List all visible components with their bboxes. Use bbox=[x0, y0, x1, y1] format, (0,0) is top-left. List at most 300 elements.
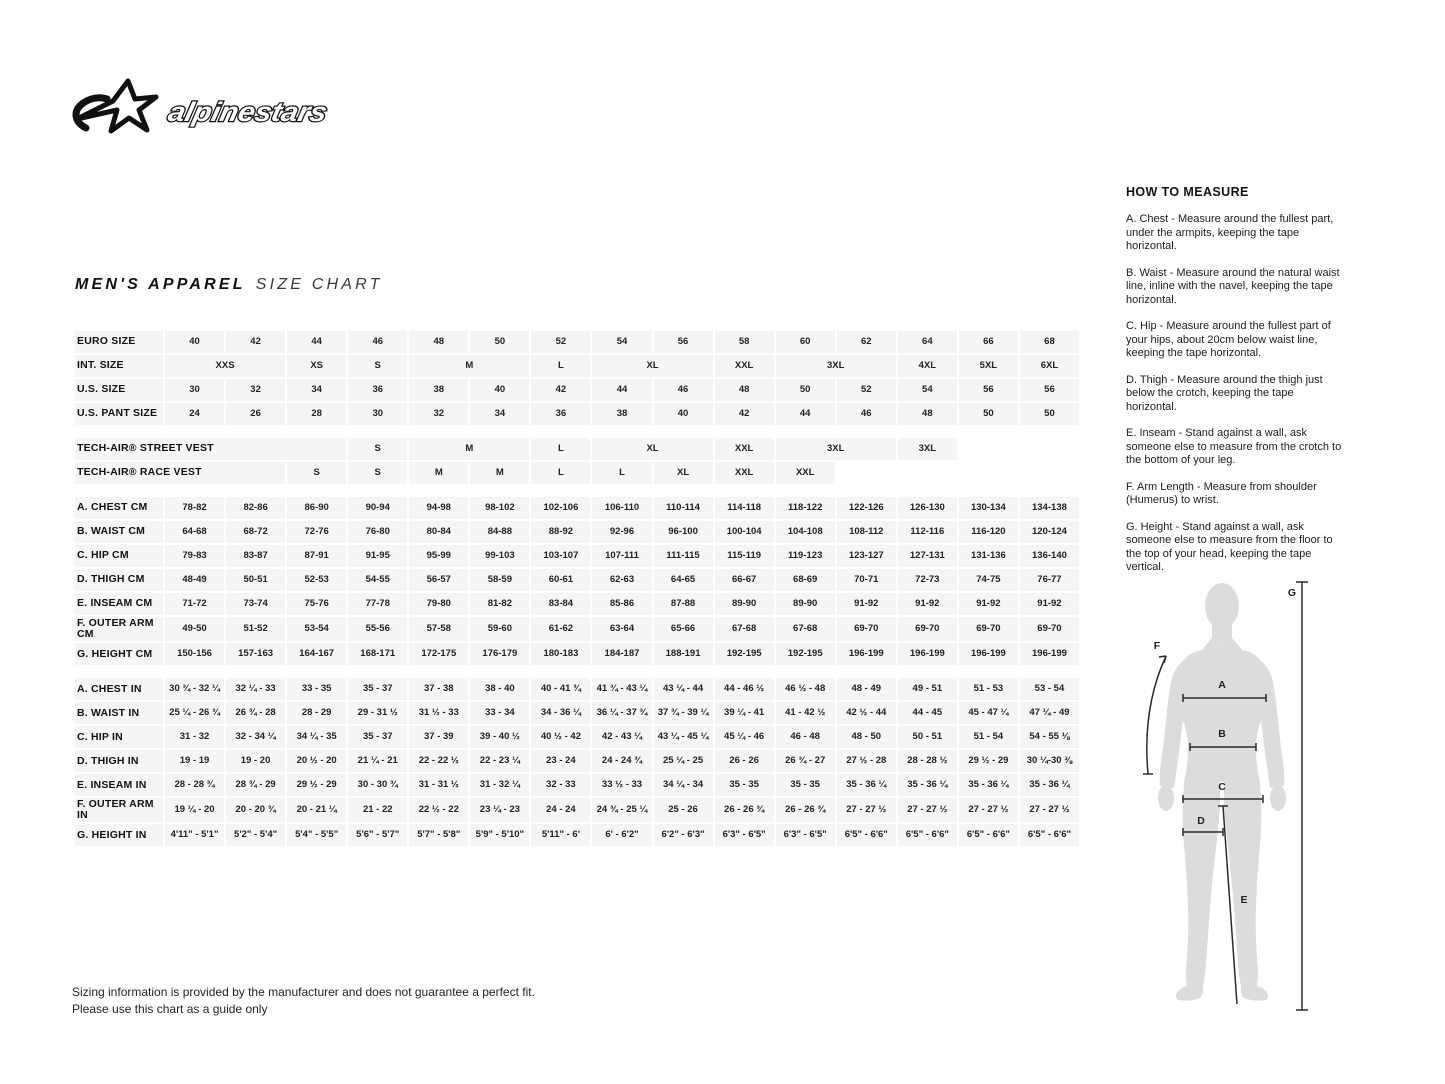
size-cell: 19 - 19 bbox=[165, 750, 224, 772]
page-title-main: MEN'S APPAREL bbox=[75, 276, 246, 293]
size-cell: 27 - 27 ½ bbox=[959, 798, 1018, 822]
size-cell: 6' - 6'2" bbox=[592, 824, 651, 846]
size-cell: 150-156 bbox=[165, 643, 224, 665]
size-cell: XXL bbox=[715, 462, 774, 484]
table-group-inches bbox=[75, 678, 1079, 846]
size-cell: 62-63 bbox=[592, 569, 651, 591]
size-cell: 50 bbox=[959, 403, 1018, 425]
size-cell: 68-72 bbox=[226, 521, 285, 543]
size-cell: 134-138 bbox=[1020, 497, 1079, 519]
table-row bbox=[75, 438, 1079, 460]
size-cell: 35 - 36 ¼ bbox=[837, 774, 896, 796]
size-cell: 56-57 bbox=[409, 569, 468, 591]
page-title-sub: SIZE CHART bbox=[255, 276, 383, 293]
size-cell: 54 - 55 ⅛ bbox=[1020, 726, 1079, 748]
measure-instruction: A. Chest - Measure around the fullest part, under the armpits, keeping the tape horizontal. bbox=[1126, 213, 1334, 253]
size-cell: 78-82 bbox=[165, 497, 224, 519]
size-cell: 28 bbox=[287, 403, 346, 425]
measure-instruction: B. Waist - Measure around the natural waist line, inline with the navel, keeping the tape horizontal. bbox=[1126, 266, 1340, 306]
label-a: A bbox=[1218, 679, 1226, 691]
how-to-measure-list bbox=[1126, 213, 1342, 575]
size-cell: 87-88 bbox=[654, 593, 713, 615]
alpinestars-logo bbox=[72, 78, 332, 140]
size-cell: XXL bbox=[715, 355, 774, 377]
size-cell: 32 - 33 bbox=[531, 774, 590, 796]
size-cell: 44 - 46 ½ bbox=[715, 678, 774, 700]
size-cell: 66-67 bbox=[715, 569, 774, 591]
size-cell: 112-116 bbox=[898, 521, 957, 543]
table-row bbox=[75, 726, 1079, 748]
size-cell: 26 - 26 ¾ bbox=[776, 798, 835, 822]
size-cell: 48 bbox=[898, 403, 957, 425]
size-cell: 32 ¼ - 33 bbox=[226, 678, 285, 700]
size-cell: 73-74 bbox=[226, 593, 285, 615]
size-cell: 99-103 bbox=[470, 545, 529, 567]
size-cell: 32 - 34 ¼ bbox=[226, 726, 285, 748]
row-label: G. HEIGHT CM bbox=[75, 643, 163, 665]
size-cell: 54-55 bbox=[348, 569, 407, 591]
label-f: F bbox=[1153, 640, 1161, 652]
size-cell: 6'2" - 6'3" bbox=[654, 824, 713, 846]
size-cell: 26 ¾ - 28 bbox=[226, 702, 285, 724]
size-cell: 111-115 bbox=[654, 545, 713, 567]
size-cell: 51 - 54 bbox=[959, 726, 1018, 748]
size-cell: 26 ¾ - 27 bbox=[776, 750, 835, 772]
size-cell: 58 bbox=[715, 331, 774, 353]
size-cell: 20 ½ - 20 bbox=[287, 750, 346, 772]
size-cell: 32 bbox=[226, 379, 285, 401]
size-cell: 53 - 54 bbox=[1020, 678, 1079, 700]
size-cell: 38 bbox=[592, 403, 651, 425]
size-cell: 37 - 39 bbox=[409, 726, 468, 748]
size-cell: 76-80 bbox=[348, 521, 407, 543]
row-label: A. CHEST CM bbox=[75, 497, 163, 519]
row-label: TECH-AIR® STREET VEST bbox=[75, 438, 346, 460]
size-cell: 85-86 bbox=[592, 593, 651, 615]
size-cell: 44 bbox=[287, 331, 346, 353]
size-cell: 23 ¼ - 23 bbox=[470, 798, 529, 822]
size-cell: 25 - 26 bbox=[654, 798, 713, 822]
size-table bbox=[75, 331, 1079, 859]
size-cell: 91-92 bbox=[837, 593, 896, 615]
size-cell: 72-76 bbox=[287, 521, 346, 543]
disclaimer bbox=[72, 984, 535, 1019]
size-cell: 59-60 bbox=[470, 617, 529, 641]
size-cell: M bbox=[409, 355, 529, 377]
size-cell: 5'7" - 5'8" bbox=[409, 824, 468, 846]
size-cell: 22 - 22 ½ bbox=[409, 750, 468, 772]
size-cell: 20 - 21 ¼ bbox=[287, 798, 346, 822]
size-cell: 25 ¼ - 25 bbox=[654, 750, 713, 772]
size-cell: 87-91 bbox=[287, 545, 346, 567]
size-cell: 31 ½ - 33 bbox=[409, 702, 468, 724]
size-cell: 31 - 32 ¼ bbox=[470, 774, 529, 796]
how-to-measure-heading: HOW TO MEASURE bbox=[1126, 185, 1249, 199]
row-label: C. HIP IN bbox=[75, 726, 163, 748]
measure-instruction: F. Arm Length - Measure from shoulder (Humerus) to wrist. bbox=[1126, 480, 1317, 507]
size-cell: L bbox=[531, 462, 590, 484]
size-cell: 29 - 31 ½ bbox=[348, 702, 407, 724]
size-cell: 84-88 bbox=[470, 521, 529, 543]
size-cell: 6'5" - 6'6" bbox=[837, 824, 896, 846]
size-cell: 192-195 bbox=[776, 643, 835, 665]
table-row bbox=[75, 331, 1079, 353]
size-cell: 6'3" - 6'5" bbox=[776, 824, 835, 846]
table-row bbox=[75, 569, 1079, 591]
size-cell: 122-126 bbox=[837, 497, 896, 519]
size-cell: 130-134 bbox=[959, 497, 1018, 519]
size-cell: 60-61 bbox=[531, 569, 590, 591]
size-cell: 5'6" - 5'7" bbox=[348, 824, 407, 846]
size-cell: 48 - 49 bbox=[837, 678, 896, 700]
size-cell: 52 bbox=[837, 379, 896, 401]
size-cell: 91-95 bbox=[348, 545, 407, 567]
label-c: C bbox=[1218, 781, 1226, 793]
size-cell: 62 bbox=[837, 331, 896, 353]
size-cell: 72-73 bbox=[898, 569, 957, 591]
size-cell: 27 ½ - 28 bbox=[837, 750, 896, 772]
row-label: D. THIGH IN bbox=[75, 750, 163, 772]
size-cell: 40 - 41 ¾ bbox=[531, 678, 590, 700]
measurement-figure bbox=[1130, 570, 1320, 1025]
size-cell: 33 - 35 bbox=[287, 678, 346, 700]
size-cell: S bbox=[348, 438, 407, 460]
size-cell: L bbox=[592, 462, 651, 484]
size-cell: 43 ¼ - 45 ¼ bbox=[654, 726, 713, 748]
size-cell: 28 ¾ - 29 bbox=[226, 774, 285, 796]
size-cell: 37 ¾ - 39 ¼ bbox=[654, 702, 713, 724]
size-cell: 42 ½ - 44 bbox=[837, 702, 896, 724]
size-cell: 119-123 bbox=[776, 545, 835, 567]
size-cell: S bbox=[348, 462, 407, 484]
size-cell: 136-140 bbox=[1020, 545, 1079, 567]
size-cell: 3XL bbox=[898, 438, 957, 460]
size-cell: 31 - 32 bbox=[165, 726, 224, 748]
size-cell: 36 bbox=[531, 403, 590, 425]
size-cell: 19 ¼ - 20 bbox=[165, 798, 224, 822]
disclaimer-line: Please use this chart as a guide only bbox=[72, 1002, 268, 1017]
size-cell: 45 ¼ - 46 bbox=[715, 726, 774, 748]
size-cell: 58-59 bbox=[470, 569, 529, 591]
row-label: F. OUTER ARM CM bbox=[75, 617, 163, 641]
size-cell: 164-167 bbox=[287, 643, 346, 665]
size-cell: XS bbox=[287, 355, 346, 377]
size-cell: 36 ¼ - 37 ¾ bbox=[592, 702, 651, 724]
size-cell: 70-71 bbox=[837, 569, 896, 591]
size-cell: 34 ¼ - 34 bbox=[654, 774, 713, 796]
size-cell: 5'2" - 5'4" bbox=[226, 824, 285, 846]
size-cell: 29 ½ - 29 bbox=[287, 774, 346, 796]
size-cell: 55-56 bbox=[348, 617, 407, 641]
size-cell: 95-99 bbox=[409, 545, 468, 567]
size-cell: 28 - 28 ¾ bbox=[165, 774, 224, 796]
size-cell: 24 - 24 bbox=[531, 798, 590, 822]
size-cell: 67-68 bbox=[776, 617, 835, 641]
size-cell: 40 ½ - 42 bbox=[531, 726, 590, 748]
size-cell: M bbox=[409, 462, 468, 484]
size-cell: 102-106 bbox=[531, 497, 590, 519]
size-cell: XXS bbox=[165, 355, 285, 377]
size-cell: 50 bbox=[1020, 403, 1079, 425]
size-cell: 196-199 bbox=[1020, 643, 1079, 665]
table-row bbox=[75, 750, 1079, 772]
measure-instruction: C. Hip - Measure around the fullest part of your hips, about 20cm below waist line, keeping the tape horizontal. bbox=[1126, 320, 1331, 360]
size-cell: 3XL bbox=[776, 438, 896, 460]
row-label: B. WAIST IN bbox=[75, 702, 163, 724]
size-cell: 196-199 bbox=[959, 643, 1018, 665]
row-label: A. CHEST IN bbox=[75, 678, 163, 700]
size-cell: L bbox=[531, 438, 590, 460]
size-cell: 91-92 bbox=[1020, 593, 1079, 615]
size-cell: 22 ½ - 22 bbox=[409, 798, 468, 822]
size-cell: 127-131 bbox=[898, 545, 957, 567]
size-cell: 35 - 36 ¼ bbox=[898, 774, 957, 796]
size-cell: 48-49 bbox=[165, 569, 224, 591]
size-cell: 35 - 37 bbox=[348, 726, 407, 748]
table-row bbox=[75, 678, 1079, 700]
size-cell: 5'9" - 5'10" bbox=[470, 824, 529, 846]
size-cell: 56 bbox=[1020, 379, 1079, 401]
size-cell: 45 - 47 ¼ bbox=[959, 702, 1018, 724]
row-label: B. WAIST CM bbox=[75, 521, 163, 543]
size-cell: 63-64 bbox=[592, 617, 651, 641]
size-cell: L bbox=[531, 355, 590, 377]
row-label: C. HIP CM bbox=[75, 545, 163, 567]
size-cell: 27 - 27 ½ bbox=[898, 798, 957, 822]
table-group-tech_air_vests bbox=[75, 438, 1079, 484]
size-cell: 35 - 36 ¼ bbox=[959, 774, 1018, 796]
size-cell: 79-83 bbox=[165, 545, 224, 567]
size-cell: 60 bbox=[776, 331, 835, 353]
size-cell: 110-114 bbox=[654, 497, 713, 519]
size-cell: 42 bbox=[531, 379, 590, 401]
size-cell: 34 bbox=[470, 403, 529, 425]
size-cell: 37 - 38 bbox=[409, 678, 468, 700]
disclaimer-line: Sizing information is provided by the manufacturer and does not guarantee a perfect fit. bbox=[72, 985, 535, 999]
size-cell: 118-122 bbox=[776, 497, 835, 519]
size-cell: 69-70 bbox=[837, 617, 896, 641]
size-cell: 57-58 bbox=[409, 617, 468, 641]
size-cell: 44 - 45 bbox=[898, 702, 957, 724]
size-cell: 82-86 bbox=[226, 497, 285, 519]
label-e: E bbox=[1240, 894, 1248, 906]
size-cell: 56 bbox=[654, 331, 713, 353]
size-cell: 27 - 27 ½ bbox=[837, 798, 896, 822]
size-cell: XL bbox=[592, 438, 712, 460]
size-cell: 48 - 50 bbox=[837, 726, 896, 748]
size-cell: 172-175 bbox=[409, 643, 468, 665]
size-cell: 56 bbox=[959, 379, 1018, 401]
size-cell: 86-90 bbox=[287, 497, 346, 519]
table-row bbox=[75, 798, 1079, 822]
size-cell: 30 ¼-30 ⅜ bbox=[1020, 750, 1079, 772]
size-cell: 77-78 bbox=[348, 593, 407, 615]
measure-instruction: E. Inseam - Stand against a wall, ask someone else to measure from the crotch to the bottom of your leg. bbox=[1126, 427, 1342, 467]
table-row bbox=[75, 403, 1079, 425]
astar-icon bbox=[76, 81, 156, 131]
size-cell: 28 - 29 bbox=[287, 702, 346, 724]
label-g: G bbox=[1287, 587, 1297, 599]
row-label: EURO SIZE bbox=[75, 331, 163, 353]
size-cell: 44 bbox=[592, 379, 651, 401]
size-cell: 41 - 42 ½ bbox=[776, 702, 835, 724]
size-cell: 31 - 31 ½ bbox=[409, 774, 468, 796]
table-row bbox=[75, 379, 1079, 401]
size-cell: 30 bbox=[348, 403, 407, 425]
size-cell: 38 - 40 bbox=[470, 678, 529, 700]
size-cell: 74-75 bbox=[959, 569, 1018, 591]
size-cell: 26 - 26 ¾ bbox=[715, 798, 774, 822]
size-cell: 6'5" - 6'6" bbox=[1020, 824, 1079, 846]
size-cell: 24 bbox=[165, 403, 224, 425]
size-cell: 68-69 bbox=[776, 569, 835, 591]
size-cell: 43 ¼ - 44 bbox=[654, 678, 713, 700]
size-cell: 188-191 bbox=[654, 643, 713, 665]
table-row bbox=[75, 497, 1079, 519]
row-label: TECH-AIR® RACE VEST bbox=[75, 462, 285, 484]
size-cell: 116-120 bbox=[959, 521, 1018, 543]
size-cell: 46 bbox=[837, 403, 896, 425]
size-cell: 69-70 bbox=[959, 617, 1018, 641]
size-cell: 19 - 20 bbox=[226, 750, 285, 772]
size-cell: 35 - 35 bbox=[715, 774, 774, 796]
size-cell: 168-171 bbox=[348, 643, 407, 665]
measure-instruction: D. Thigh - Measure around the thigh just below the crotch, keeping the tape horizontal. bbox=[1126, 373, 1323, 413]
size-cell: 24 ¾ - 25 ¼ bbox=[592, 798, 651, 822]
size-cell: 46 bbox=[654, 379, 713, 401]
size-cell: 131-136 bbox=[959, 545, 1018, 567]
size-cell: 98-102 bbox=[470, 497, 529, 519]
size-cell: 81-82 bbox=[470, 593, 529, 615]
size-cell: 41 ¾ - 43 ¼ bbox=[592, 678, 651, 700]
size-cell: 108-112 bbox=[837, 521, 896, 543]
size-cell: XXL bbox=[776, 462, 835, 484]
table-row bbox=[75, 617, 1079, 641]
size-cell: 48 bbox=[715, 379, 774, 401]
size-cell: 36 bbox=[348, 379, 407, 401]
size-cell: 64-65 bbox=[654, 569, 713, 591]
table-row bbox=[75, 462, 1079, 484]
size-cell: 75-76 bbox=[287, 593, 346, 615]
size-cell: 92-96 bbox=[592, 521, 651, 543]
size-cell: 22 - 23 ¼ bbox=[470, 750, 529, 772]
size-cell: 69-70 bbox=[1020, 617, 1079, 641]
size-cell: 50-51 bbox=[226, 569, 285, 591]
size-cell: 196-199 bbox=[898, 643, 957, 665]
size-cell: 54 bbox=[592, 331, 651, 353]
size-cell: 42 - 43 ¼ bbox=[592, 726, 651, 748]
size-cell: 104-108 bbox=[776, 521, 835, 543]
size-cell: 52 bbox=[531, 331, 590, 353]
size-cell: XL bbox=[592, 355, 712, 377]
size-cell: 68 bbox=[1020, 331, 1079, 353]
row-label: E. INSEAM CM bbox=[75, 593, 163, 615]
size-cell: 96-100 bbox=[654, 521, 713, 543]
size-cell: 35 - 36 ¼ bbox=[1020, 774, 1079, 796]
size-cell: 66 bbox=[959, 331, 1018, 353]
size-cell: 39 - 40 ½ bbox=[470, 726, 529, 748]
size-cell: 100-104 bbox=[715, 521, 774, 543]
size-cell: 28 - 28 ½ bbox=[898, 750, 957, 772]
size-cell: 80-84 bbox=[409, 521, 468, 543]
size-cell: 26 - 26 bbox=[715, 750, 774, 772]
size-cell: 61-62 bbox=[531, 617, 590, 641]
wordmark bbox=[166, 96, 331, 127]
size-cell: 34 bbox=[287, 379, 346, 401]
size-cell: 51 - 53 bbox=[959, 678, 1018, 700]
size-cell: 34 ¼ - 35 bbox=[287, 726, 346, 748]
row-label: U.S. SIZE bbox=[75, 379, 163, 401]
how-to-measure-panel bbox=[1126, 185, 1342, 588]
size-cell: 192-195 bbox=[715, 643, 774, 665]
size-cell: M bbox=[470, 462, 529, 484]
size-cell: 42 bbox=[226, 331, 285, 353]
size-cell: 5'4" - 5'5" bbox=[287, 824, 346, 846]
size-cell: 30 bbox=[165, 379, 224, 401]
size-cell: 64-68 bbox=[165, 521, 224, 543]
row-label: D. THIGH CM bbox=[75, 569, 163, 591]
size-cell: S bbox=[348, 355, 407, 377]
size-cell: 6'3" - 6'5" bbox=[715, 824, 774, 846]
table-row bbox=[75, 824, 1079, 846]
size-cell: 50 bbox=[470, 331, 529, 353]
size-cell: 24 - 24 ¾ bbox=[592, 750, 651, 772]
size-cell: 107-111 bbox=[592, 545, 651, 567]
size-cell: 40 bbox=[470, 379, 529, 401]
size-cell: 114-118 bbox=[715, 497, 774, 519]
size-cell: 94-98 bbox=[409, 497, 468, 519]
size-cell: 5XL bbox=[959, 355, 1018, 377]
table-row bbox=[75, 545, 1079, 567]
size-cell: 53-54 bbox=[287, 617, 346, 641]
size-cell bbox=[959, 438, 1079, 460]
size-cell: 5'11" - 6' bbox=[531, 824, 590, 846]
size-cell: 64 bbox=[898, 331, 957, 353]
size-cell: 46 ½ - 48 bbox=[776, 678, 835, 700]
size-cell: M bbox=[409, 438, 529, 460]
size-cell: 39 ¼ - 41 bbox=[715, 702, 774, 724]
row-label: G. HEIGHT IN bbox=[75, 824, 163, 846]
size-cell: 6XL bbox=[1020, 355, 1079, 377]
size-cell: 26 bbox=[226, 403, 285, 425]
size-cell: 106-110 bbox=[592, 497, 651, 519]
size-cell: 71-72 bbox=[165, 593, 224, 615]
size-cell: 35 - 37 bbox=[348, 678, 407, 700]
size-cell: 33 ½ - 33 bbox=[592, 774, 651, 796]
size-cell: 34 - 36 ¼ bbox=[531, 702, 590, 724]
size-cell: 46 - 48 bbox=[776, 726, 835, 748]
size-cell: XL bbox=[654, 462, 713, 484]
table-row bbox=[75, 702, 1079, 724]
size-cell: 50 bbox=[776, 379, 835, 401]
size-cell: 4'11" - 5'1" bbox=[165, 824, 224, 846]
size-cell: 35 - 35 bbox=[776, 774, 835, 796]
size-cell: 44 bbox=[776, 403, 835, 425]
size-cell: 83-87 bbox=[226, 545, 285, 567]
size-cell: 90-94 bbox=[348, 497, 407, 519]
size-cell: 88-92 bbox=[531, 521, 590, 543]
size-cell: 30 - 30 ¾ bbox=[348, 774, 407, 796]
size-cell: 83-84 bbox=[531, 593, 590, 615]
size-cell: 4XL bbox=[898, 355, 957, 377]
size-cell: 76-77 bbox=[1020, 569, 1079, 591]
size-cell: 46 bbox=[348, 331, 407, 353]
size-cell: 126-130 bbox=[898, 497, 957, 519]
table-row bbox=[75, 521, 1079, 543]
label-b: B bbox=[1218, 728, 1226, 740]
size-cell: 38 bbox=[409, 379, 468, 401]
size-cell: 120-124 bbox=[1020, 521, 1079, 543]
